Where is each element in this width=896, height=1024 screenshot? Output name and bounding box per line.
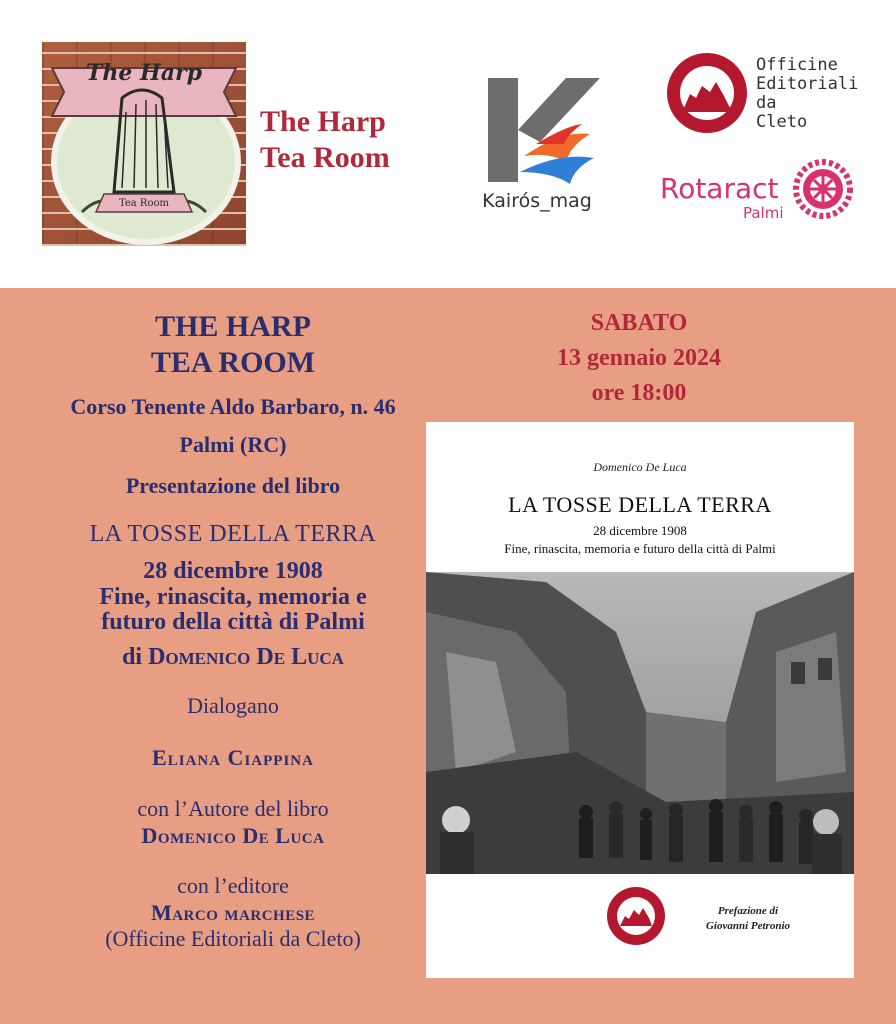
venue-city: Palmi (RC)	[179, 432, 287, 457]
book-cover-subtitle: Fine, rinascita, memoria e futuro della città di Palmi	[504, 541, 776, 556]
event-panel	[0, 288, 896, 1024]
venue-line2: TEA ROOM	[150, 346, 316, 379]
street-ruins-image	[426, 572, 854, 874]
harp-tea-room-logo	[42, 42, 246, 246]
book-cover-author: Domenico De Luca	[593, 460, 687, 474]
book-title-text: LA TOSSE DELLA TERRA	[89, 521, 377, 547]
harp-title-line1: The Harp	[260, 105, 386, 138]
publisher-name: (Officine Editoriali da Cleto)	[105, 926, 361, 951]
book-date-text: 28 dicembre 1908	[143, 558, 323, 584]
kairos-mag-wordmark: Kairós_mag	[482, 190, 592, 212]
harp-logo-banner: The Harp	[85, 60, 203, 86]
officine-wordmark	[756, 56, 858, 132]
header	[0, 0, 896, 288]
author-name-2: Domenico De Luca	[141, 823, 325, 848]
officine-line2: Editoriali	[756, 74, 859, 94]
rotaract-wheel-icon	[792, 158, 854, 220]
venue-address: Corso Tenente Aldo Barbaro, n. 46	[70, 394, 396, 419]
rotaract-wordmark: Rotaract	[660, 172, 779, 205]
officine-line1: Officine	[756, 55, 838, 75]
with-author-label: con l’Autore del libro	[137, 796, 329, 821]
rotaract-city: Palmi	[743, 204, 784, 222]
presentation-label: Presentazione del libro	[125, 473, 341, 498]
book-preface	[688, 904, 808, 934]
event-date: 13 gennaio 2024	[556, 345, 721, 371]
speaker-name: Eliana Ciappina	[152, 745, 314, 770]
event-time: ore 18:00	[591, 380, 687, 406]
book-subtitle-line2: futuro della città di Palmi	[101, 609, 365, 635]
harp-logo-subtitle: Tea Room	[118, 198, 169, 209]
book-author-line	[28, 644, 438, 671]
editor-name: Marco marchese	[150, 900, 316, 925]
book-publisher-seal-icon	[606, 886, 666, 946]
book-author-name: Domenico De Luca	[148, 644, 344, 670]
officine-seal-icon	[666, 52, 748, 134]
by-prefix: di	[122, 644, 149, 670]
venue-line1: THE HARP	[155, 310, 311, 343]
book-cover-title: LA TOSSE DELLA TERRA	[508, 492, 772, 517]
event-day: SABATO	[590, 310, 688, 336]
preface-label: Prefazione di	[717, 905, 779, 917]
preface-author: Giovanni Petronio	[705, 920, 791, 932]
officine-line3: da	[756, 93, 777, 113]
book-cover	[426, 422, 854, 978]
book-cover-date: 28 dicembre 1908	[593, 523, 687, 538]
dialogano-label: Dialogano	[187, 693, 279, 718]
with-editor-label: con l’editore	[177, 873, 289, 898]
harp-title-line2: Tea Room	[260, 141, 390, 174]
officine-line4: Cleto	[756, 112, 808, 132]
earthquake-photo	[426, 572, 854, 874]
book-subtitle-line1: Fine, rinascita, memoria e	[99, 584, 367, 610]
harp-title	[260, 104, 390, 176]
